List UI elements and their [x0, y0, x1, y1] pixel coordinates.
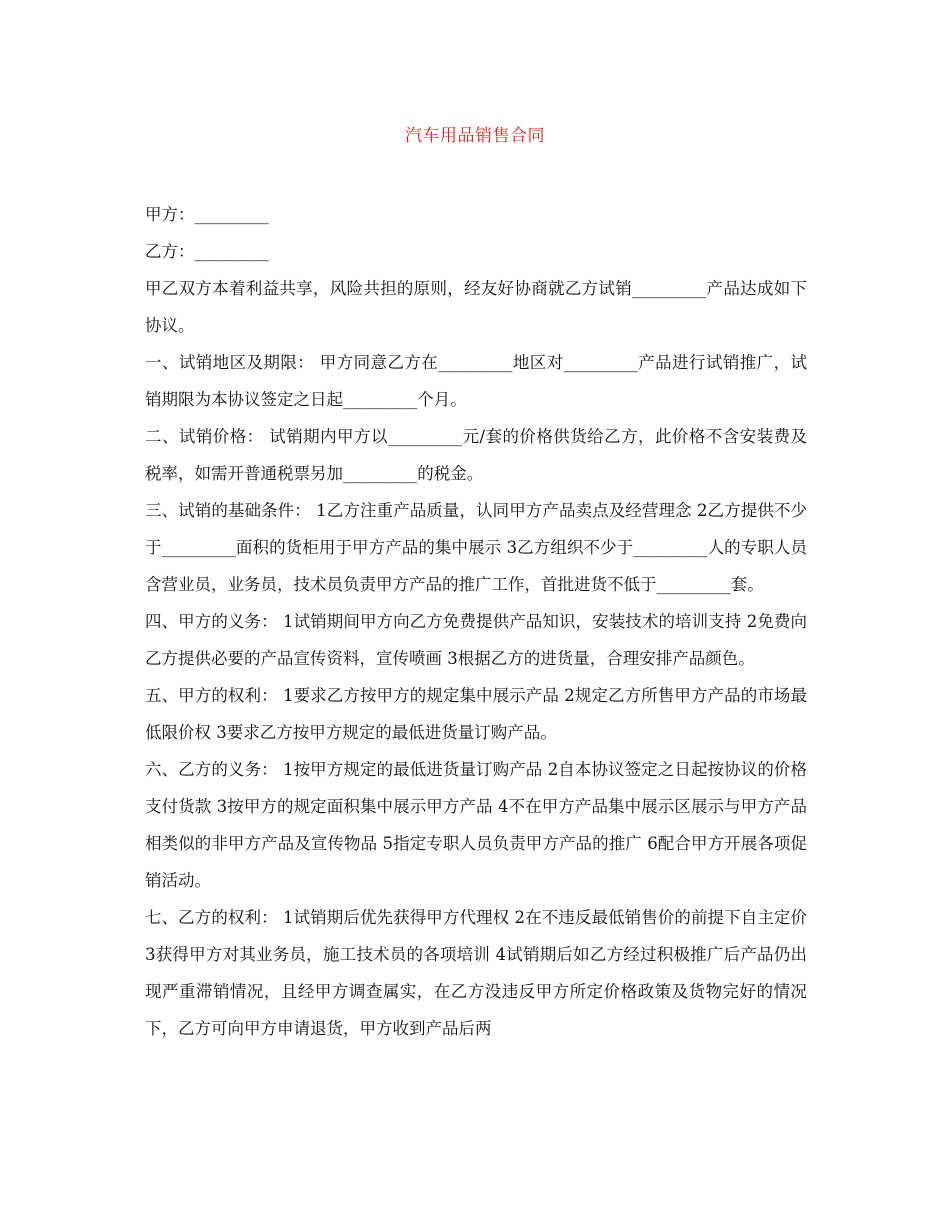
party-a-line: 甲方：_________ [145, 205, 269, 224]
clause-5-party-a-rights: 五、甲方的权利： 1要求乙方按甲方的规定集中展示产品 2规定乙方所售甲方产品的市场最低限价权 3要求乙方按甲方规定的最低进货量订购产品。 [145, 686, 807, 742]
party-b-line: 乙方：_________ [145, 242, 269, 261]
document-body [145, 196, 807, 1047]
clause-3-basic-conditions: 三、试销的基础条件： 1乙方注重产品质量，认同甲方产品卖点及经营理念 2乙方提供不少于_________面积的货柜用于甲方产品的集中展示 3乙方组织不少于_________人的专职人员含营业员，业务员，技术员负责甲方产品的推广工作，首批进货不低于_________套。 [145, 501, 807, 594]
clause-4-party-a-obligations: 四、甲方的义务： 1试销期间甲方向乙方免费提供产品知识，安装技术的培训支持 2免费向乙方提供必要的产品宣传资料，宣传喷画 3根据乙方的进货量，合理安排产品颜色。 [145, 612, 807, 668]
clause-1-trial-area-period: 一、试销地区及期限： 甲方同意乙方在_________地区对_________产品进行试销推广，试销期限为本协议签定之日起_________个月。 [145, 353, 807, 409]
document-title: 汽车用品销售合同 [405, 126, 545, 146]
clause-6-party-b-obligations: 六、乙方的义务： 1按甲方规定的最低进货量订购产品 2自本协议签定之日起按协议的价格支付货款 3按甲方的规定面积集中展示甲方产品 4不在甲方产品集中展示区展示与甲方产品相类似的非甲方产品及宣传物品 5指定专职人员负责甲方产品的推广 6配合甲方开展各项促销活动。 [145, 760, 807, 890]
clause-2-trial-price: 二、试销价格： 试销期内甲方以_________元/套的价格供货给乙方，此价格不含安装费及税率，如需开普通税票另加_________的税金。 [145, 427, 807, 483]
clause-7-party-b-rights: 七、乙方的权利： 1试销期后优先获得甲方代理权 2在不违反最低销售价的前提下自主定价 3获得甲方对其业务员，施工技术员的各项培训 4试销期后如乙方经过积极推广后产品仍出现严重滞销情况，且经甲方调查属实，在乙方没违反甲方所定价格政策及货物完好的情况下，乙方可向甲方申请退货，甲方收到产品后两 [145, 908, 807, 1038]
preamble-paragraph: 甲乙双方本着利益共享，风险共担的原则，经友好协商就乙方试销_________产品达成如下协议。 [145, 279, 807, 335]
